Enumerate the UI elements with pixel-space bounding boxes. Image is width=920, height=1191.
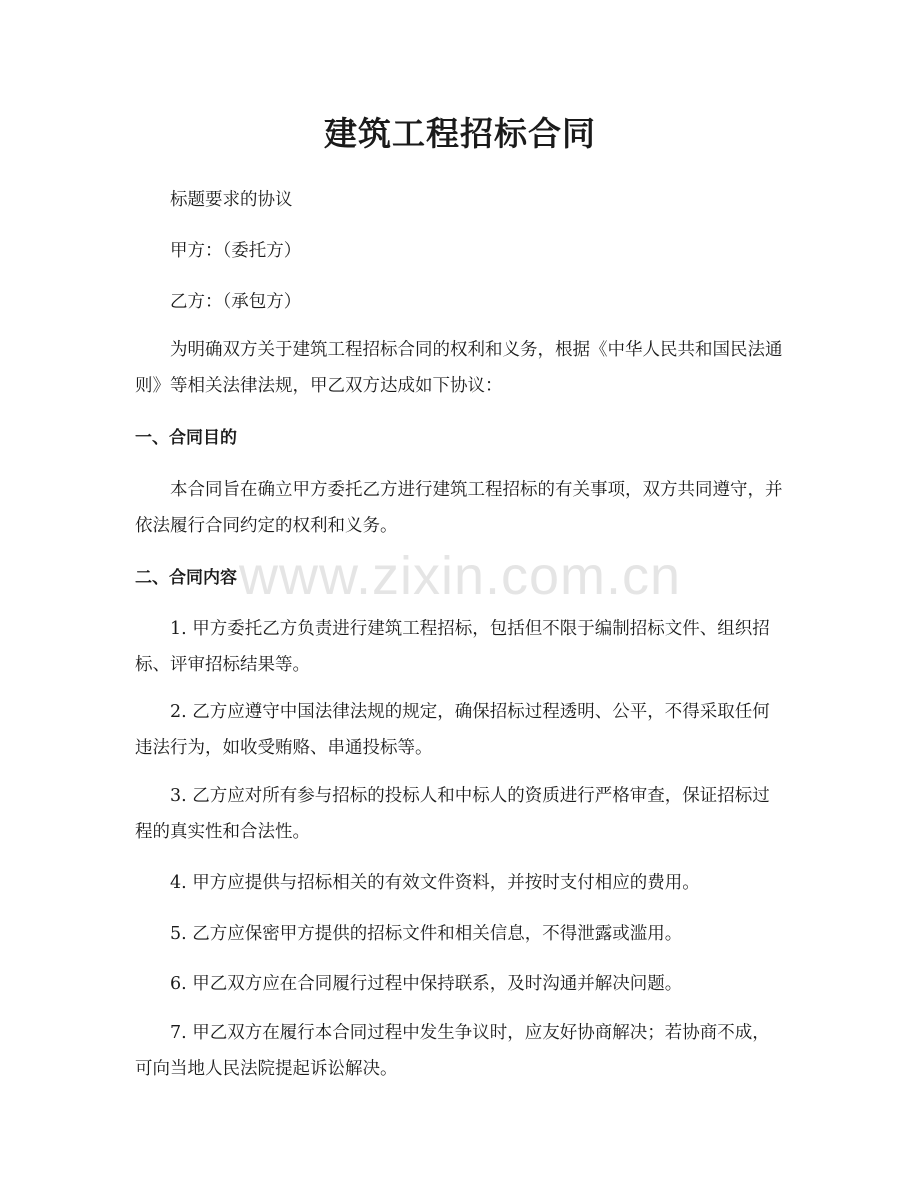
content-item-2: 2. 乙方应遵守中国法律法规的规定，确保招标过程透明、公平，不得采取任何违法行为，如收受贿赂、串通投标等。 (135, 702, 770, 758)
document-title: 建筑工程招标合同 (324, 114, 596, 153)
content-item-4: 4. 甲方应提供与招标相关的有效文件资料，并按时支付相应的费用。 (170, 873, 700, 893)
preamble-paragraph: 为明确双方关于建筑工程招标合同的权利和义务，根据《中华人民共和国民法通则》等相关法律法规，甲乙双方达成如下协议： (135, 340, 783, 396)
content-item-7: 7. 甲乙双方在履行本合同过程中发生争议时，应友好协商解决；若协商不成，可向当地人民法院提起诉讼解决。 (135, 1023, 770, 1079)
party-a-line: 甲方：（委托方） (170, 241, 302, 261)
content-item-1: 1. 甲方委托乙方负责进行建筑工程招标，包括但不限于编制招标文件、组织招标、评审招标结果等。 (135, 619, 770, 675)
section-heading-purpose: 一、合同目的 (135, 428, 237, 448)
content-item-5: 5. 乙方应保密甲方提供的招标文件和相关信息，不得泄露或滥用。 (170, 924, 683, 944)
content-item-3: 3. 乙方应对所有参与招标的投标人和中标人的资质进行严格审查，保证招标过程的真实性和合法性。 (135, 786, 770, 842)
purpose-paragraph: 本合同旨在确立甲方委托乙方进行建筑工程招标的有关事项，双方共同遵守，并依法履行合同约定的权利和义务。 (135, 480, 783, 536)
watermark-text: www.zixin.com.cn (238, 546, 682, 606)
party-b-line: 乙方：（承包方） (170, 292, 302, 312)
subtitle-line: 标题要求的协议 (170, 190, 293, 210)
section-heading-content: 二、合同内容 (135, 568, 237, 588)
content-item-6: 6. 甲乙双方应在合同履行过程中保持联系，及时沟通并解决问题。 (170, 974, 683, 994)
